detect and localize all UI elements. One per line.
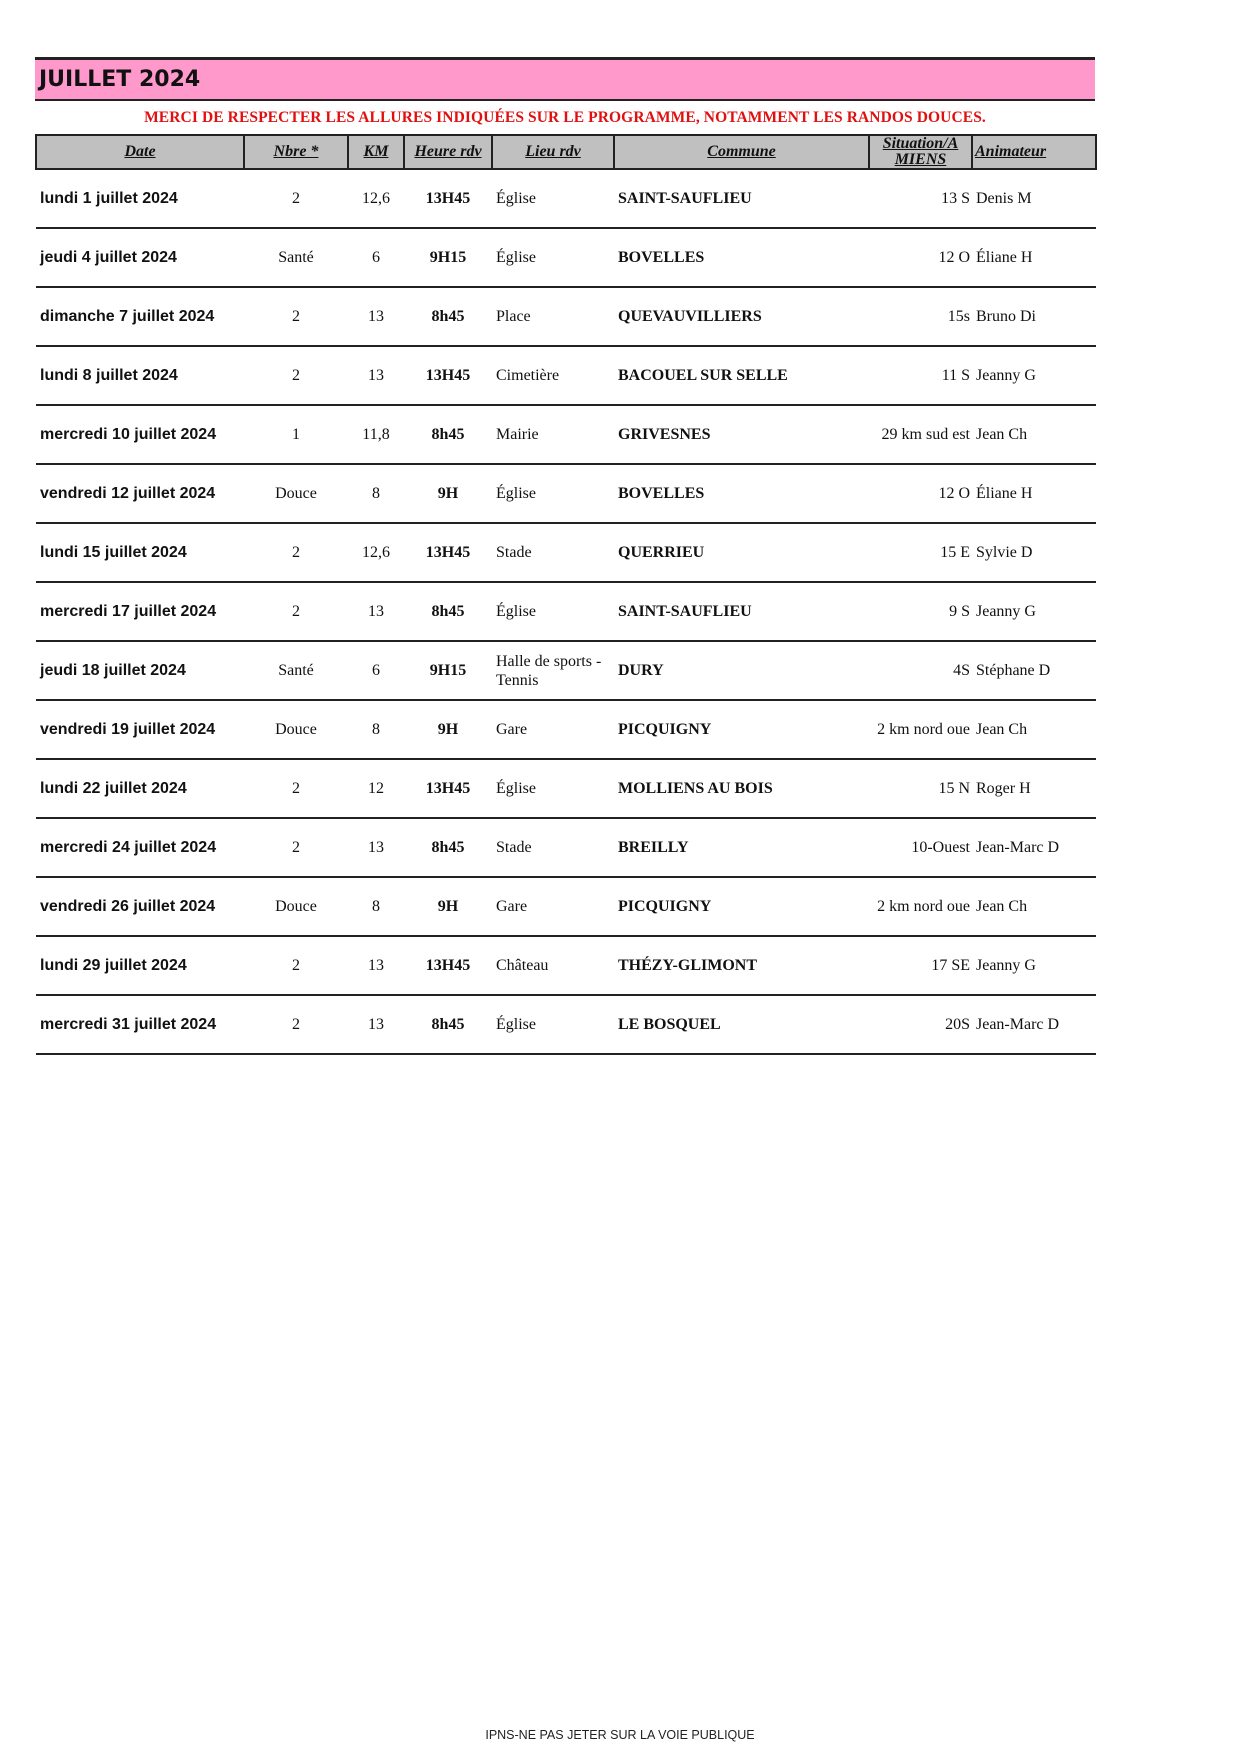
cell-nbre: Douce — [244, 877, 348, 936]
cell-date: mercredi 31 juillet 2024 — [36, 995, 244, 1054]
cell-km: 13 — [348, 995, 404, 1054]
table-row — [36, 346, 1096, 405]
table-row — [36, 405, 1096, 464]
table-row — [36, 582, 1096, 641]
table-row — [36, 287, 1096, 346]
column-header-heure: Heure rdv — [404, 135, 492, 169]
cell-lieu: Château — [492, 936, 614, 995]
cell-situation: 15 E — [869, 523, 972, 582]
cell-heure: 9H — [404, 877, 492, 936]
cell-lieu: Église — [492, 759, 614, 818]
cell-situation: 15s — [869, 287, 972, 346]
cell-nbre: 2 — [244, 759, 348, 818]
cell-date: lundi 15 juillet 2024 — [36, 523, 244, 582]
cell-nbre: 1 — [244, 405, 348, 464]
cell-date: lundi 29 juillet 2024 — [36, 936, 244, 995]
cell-lieu: Église — [492, 464, 614, 523]
cell-date: dimanche 7 juillet 2024 — [36, 287, 244, 346]
cell-nbre: 2 — [244, 936, 348, 995]
cell-date: lundi 22 juillet 2024 — [36, 759, 244, 818]
column-header-lieu: Lieu rdv — [492, 135, 614, 169]
cell-lieu: Halle de sports -Tennis — [492, 641, 614, 700]
cell-date: mercredi 17 juillet 2024 — [36, 582, 244, 641]
cell-km: 6 — [348, 228, 404, 287]
cell-nbre: Douce — [244, 700, 348, 759]
cell-commune: LE BOSQUEL — [614, 995, 869, 1054]
cell-commune: PICQUIGNY — [614, 877, 869, 936]
cell-lieu: Église — [492, 582, 614, 641]
cell-animateur: Stéphane D — [972, 641, 1096, 700]
cell-commune: GRIVESNES — [614, 405, 869, 464]
cell-situation: 17 SE — [869, 936, 972, 995]
column-header-nbre: Nbre * — [244, 135, 348, 169]
cell-commune: PICQUIGNY — [614, 700, 869, 759]
cell-animateur: Denis M — [972, 169, 1096, 228]
cell-commune: QUERRIEU — [614, 523, 869, 582]
cell-animateur: Jean-Marc D — [972, 995, 1096, 1054]
cell-situation: 12 O — [869, 228, 972, 287]
cell-nbre: Douce — [244, 464, 348, 523]
cell-situation: 9 S — [869, 582, 972, 641]
cell-date: jeudi 18 juillet 2024 — [36, 641, 244, 700]
column-header-animateur: Animateur — [972, 135, 1096, 169]
cell-commune: BOVELLES — [614, 228, 869, 287]
cell-nbre: 2 — [244, 995, 348, 1054]
cell-lieu: Église — [492, 995, 614, 1054]
cell-heure: 13H45 — [404, 759, 492, 818]
cell-lieu: Stade — [492, 523, 614, 582]
table-row — [36, 877, 1096, 936]
table-row — [36, 995, 1096, 1054]
cell-animateur: Jean Ch — [972, 700, 1096, 759]
cell-animateur: Roger H — [972, 759, 1096, 818]
cell-heure: 13H45 — [404, 346, 492, 405]
pace-notice: MERCI DE RESPECTER LES ALLURES INDIQUÉES SUR LE PROGRAMME, NOTAMMENT LES RANDOS DOUCES. — [144, 109, 986, 126]
cell-heure: 8h45 — [404, 818, 492, 877]
cell-situation: 13 S — [869, 169, 972, 228]
cell-nbre: 2 — [244, 346, 348, 405]
column-header-date: Date — [36, 135, 244, 169]
cell-commune: DURY — [614, 641, 869, 700]
cell-nbre: 2 — [244, 523, 348, 582]
cell-animateur: Jean Ch — [972, 405, 1096, 464]
cell-nbre: Santé — [244, 228, 348, 287]
cell-heure: 9H15 — [404, 228, 492, 287]
cell-lieu: Église — [492, 169, 614, 228]
cell-date: vendredi 26 juillet 2024 — [36, 877, 244, 936]
column-header-commune: Commune — [614, 135, 869, 169]
cell-animateur: Sylvie D — [972, 523, 1096, 582]
table-row — [36, 464, 1096, 523]
cell-nbre: Santé — [244, 641, 348, 700]
cell-animateur: Jeanny G — [972, 346, 1096, 405]
schedule-page — [35, 57, 1095, 1055]
cell-situation: 4S — [869, 641, 972, 700]
cell-km: 12,6 — [348, 523, 404, 582]
table-row — [36, 759, 1096, 818]
cell-lieu: Église — [492, 228, 614, 287]
cell-animateur: Éliane H — [972, 464, 1096, 523]
table-row — [36, 228, 1096, 287]
cell-animateur: Jeanny G — [972, 582, 1096, 641]
cell-km: 11,8 — [348, 405, 404, 464]
column-header-km: KM — [348, 135, 404, 169]
cell-commune: MOLLIENS AU BOIS — [614, 759, 869, 818]
table-row — [36, 700, 1096, 759]
cell-km: 12,6 — [348, 169, 404, 228]
cell-situation: 15 N — [869, 759, 972, 818]
table-header-row — [36, 135, 1096, 169]
cell-km: 6 — [348, 641, 404, 700]
cell-date: mercredi 10 juillet 2024 — [36, 405, 244, 464]
cell-nbre: 2 — [244, 169, 348, 228]
cell-date: lundi 1 juillet 2024 — [36, 169, 244, 228]
cell-date: mercredi 24 juillet 2024 — [36, 818, 244, 877]
cell-situation: 12 O — [869, 464, 972, 523]
cell-km: 13 — [348, 818, 404, 877]
table-row — [36, 641, 1096, 700]
column-header-situation: Situation/A MIENS — [869, 135, 972, 169]
cell-lieu: Gare — [492, 877, 614, 936]
cell-heure: 8h45 — [404, 405, 492, 464]
cell-commune: BACOUEL SUR SELLE — [614, 346, 869, 405]
cell-lieu: Place — [492, 287, 614, 346]
cell-lieu: Mairie — [492, 405, 614, 464]
cell-situation: 20S — [869, 995, 972, 1054]
cell-nbre: 2 — [244, 818, 348, 877]
cell-date: lundi 8 juillet 2024 — [36, 346, 244, 405]
cell-commune: BREILLY — [614, 818, 869, 877]
cell-nbre: 2 — [244, 287, 348, 346]
cell-date: jeudi 4 juillet 2024 — [36, 228, 244, 287]
cell-km: 8 — [348, 700, 404, 759]
cell-lieu: Stade — [492, 818, 614, 877]
cell-situation: 10-Ouest — [869, 818, 972, 877]
cell-heure: 9H15 — [404, 641, 492, 700]
cell-km: 13 — [348, 346, 404, 405]
month-title-bar — [35, 57, 1095, 101]
cell-situation: 29 km sud est — [869, 405, 972, 464]
cell-heure: 8h45 — [404, 287, 492, 346]
cell-km: 12 — [348, 759, 404, 818]
cell-animateur: Jeanny G — [972, 936, 1096, 995]
cell-lieu: Cimetière — [492, 346, 614, 405]
footer-note: IPNS-NE PAS JETER SUR LA VOIE PUBLIQUE — [485, 1728, 755, 1742]
cell-animateur: Bruno Di — [972, 287, 1096, 346]
cell-km: 13 — [348, 936, 404, 995]
cell-situation: 2 km nord oue — [869, 877, 972, 936]
hikes-table — [35, 134, 1097, 1055]
table-body — [36, 169, 1096, 1054]
cell-date: vendredi 12 juillet 2024 — [36, 464, 244, 523]
cell-heure: 9H — [404, 700, 492, 759]
cell-km: 8 — [348, 464, 404, 523]
cell-commune: QUEVAUVILLIERS — [614, 287, 869, 346]
cell-commune: SAINT-SAUFLIEU — [614, 582, 869, 641]
table-row — [36, 818, 1096, 877]
cell-commune: SAINT-SAUFLIEU — [614, 169, 869, 228]
cell-situation: 11 S — [869, 346, 972, 405]
cell-situation: 2 km nord oue — [869, 700, 972, 759]
cell-animateur: Éliane H — [972, 228, 1096, 287]
cell-date: vendredi 19 juillet 2024 — [36, 700, 244, 759]
cell-heure: 13H45 — [404, 523, 492, 582]
table-row — [36, 523, 1096, 582]
cell-nbre: 2 — [244, 582, 348, 641]
cell-heure: 8h45 — [404, 995, 492, 1054]
cell-heure: 13H45 — [404, 169, 492, 228]
cell-heure: 9H — [404, 464, 492, 523]
cell-animateur: Jean Ch — [972, 877, 1096, 936]
cell-commune: THÉZY-GLIMONT — [614, 936, 869, 995]
cell-km: 13 — [348, 582, 404, 641]
cell-km: 8 — [348, 877, 404, 936]
cell-heure: 13H45 — [404, 936, 492, 995]
cell-heure: 8h45 — [404, 582, 492, 641]
cell-lieu: Gare — [492, 700, 614, 759]
cell-animateur: Jean-Marc D — [972, 818, 1096, 877]
table-row — [36, 936, 1096, 995]
month-title: JUILLET 2024 — [39, 67, 201, 92]
cell-km: 13 — [348, 287, 404, 346]
cell-commune: BOVELLES — [614, 464, 869, 523]
table-row — [36, 169, 1096, 228]
